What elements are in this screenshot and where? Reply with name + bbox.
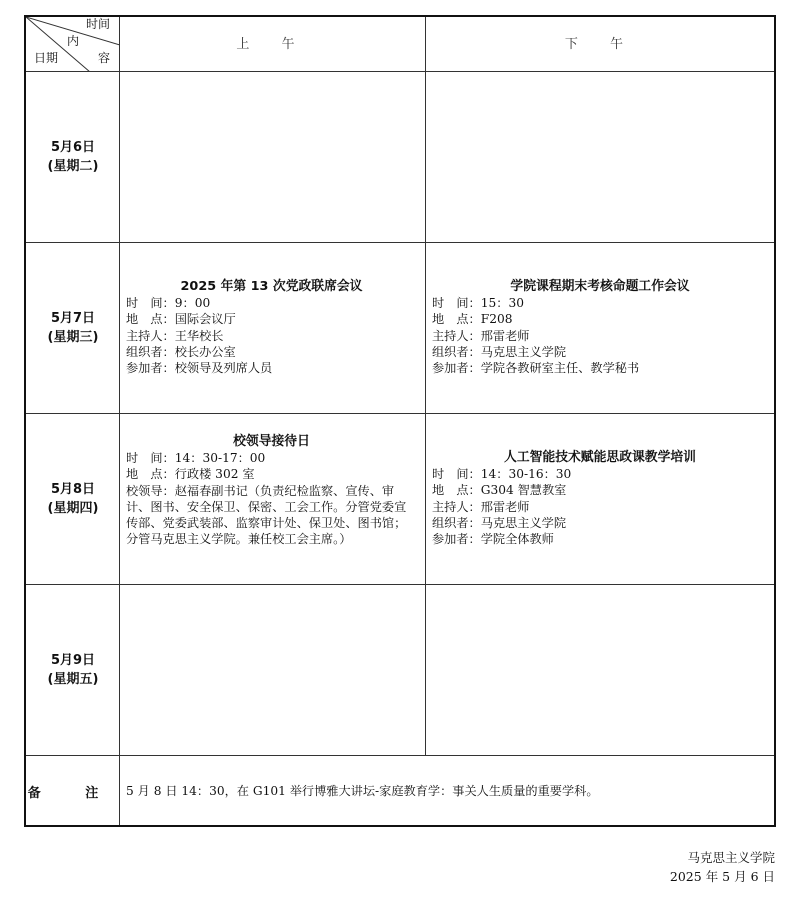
remarks-text: 5 月 8 日 14：30，在 G101 举行博雅大讲坛-家庭教育学：事关人生质量的重要学科。 bbox=[126, 784, 599, 798]
corner-label-time: 时间 bbox=[86, 17, 111, 31]
event-location: 地 点：行政楼 302 室 bbox=[126, 467, 255, 482]
corner-label-nei: 内 bbox=[67, 34, 80, 48]
event-participants: 参加者：学院全体教师 bbox=[432, 532, 554, 547]
weekday-label: (星期五) bbox=[47, 672, 99, 687]
date-cell bbox=[26, 138, 120, 176]
date-label: 5月6日 bbox=[50, 140, 96, 155]
event-title: 校领导接待日 bbox=[233, 434, 310, 449]
event-may8-morning bbox=[120, 433, 425, 548]
event-may7-morning bbox=[120, 278, 425, 376]
weekday-label: (星期四) bbox=[47, 501, 99, 516]
event-participants: 参加者：校领导及列席人员 bbox=[126, 361, 273, 376]
date-cell bbox=[26, 309, 120, 347]
header-morning: 上 午 bbox=[236, 37, 309, 52]
weekday-label: (星期二) bbox=[47, 159, 99, 174]
event-location: 地 点：F208 bbox=[432, 312, 513, 327]
event-host: 主持人：王华校长 bbox=[126, 328, 224, 343]
event-leader: 校领导：赵福春副书记（负责纪检监察、宣传、审计、图书、安全保卫、保密、工会工作。分管党委宣传部、党委武装部、监察审计处、保卫处、图书馆；分管马克思主义学院。兼任校工会主席。） bbox=[126, 483, 407, 547]
event-may8-afternoon bbox=[426, 449, 776, 547]
divider bbox=[26, 584, 774, 585]
schedule-table bbox=[24, 15, 776, 827]
event-time: 时 间：9：00 bbox=[126, 296, 211, 310]
signature-block bbox=[670, 848, 775, 886]
event-host: 主持人：邢雷老师 bbox=[432, 499, 530, 514]
remarks-label: 备 注 bbox=[27, 786, 119, 801]
event-time: 时 间：15：30 bbox=[432, 296, 524, 310]
event-host: 主持人：邢雷老师 bbox=[432, 328, 530, 343]
event-title: 2025 年第 13 次党政联席会议 bbox=[180, 279, 363, 294]
date-label: 5月7日 bbox=[50, 311, 96, 326]
event-participants: 参加者：学院各教研室主任、教学秘书 bbox=[432, 361, 640, 376]
event-time: 时 间：14：30-17：00 bbox=[126, 451, 266, 465]
date-cell bbox=[26, 651, 120, 689]
event-organizer: 组织者：马克思主义学院 bbox=[432, 515, 567, 530]
event-title: 人工智能技术赋能思政课教学培训 bbox=[504, 450, 696, 465]
event-title: 学院课程期末考核命题工作会议 bbox=[510, 279, 690, 294]
date-label: 5月8日 bbox=[50, 482, 96, 497]
corner-label-date: 日期 bbox=[34, 51, 59, 65]
event-organizer: 组织者：校长办公室 bbox=[126, 344, 236, 359]
divider bbox=[26, 242, 774, 243]
event-location: 地 点：国际会议厅 bbox=[126, 312, 236, 327]
divider bbox=[26, 755, 774, 756]
event-organizer: 组织者：马克思主义学院 bbox=[432, 344, 567, 359]
date-cell bbox=[26, 480, 120, 518]
event-may7-afternoon bbox=[426, 278, 776, 376]
date-label: 5月9日 bbox=[50, 653, 96, 668]
event-time: 时 间：14：30-16：30 bbox=[432, 467, 572, 481]
event-location: 地 点：G304 智慧教室 bbox=[432, 483, 567, 498]
weekday-label: (星期三) bbox=[47, 330, 99, 345]
divider bbox=[425, 17, 426, 756]
signature-org: 马克思主义学院 bbox=[687, 850, 775, 865]
header-afternoon: 下 午 bbox=[564, 37, 638, 52]
divider bbox=[26, 413, 774, 414]
signature-date: 2025 年 5 月 6 日 bbox=[669, 869, 775, 884]
corner-label-rong: 容 bbox=[98, 51, 111, 65]
